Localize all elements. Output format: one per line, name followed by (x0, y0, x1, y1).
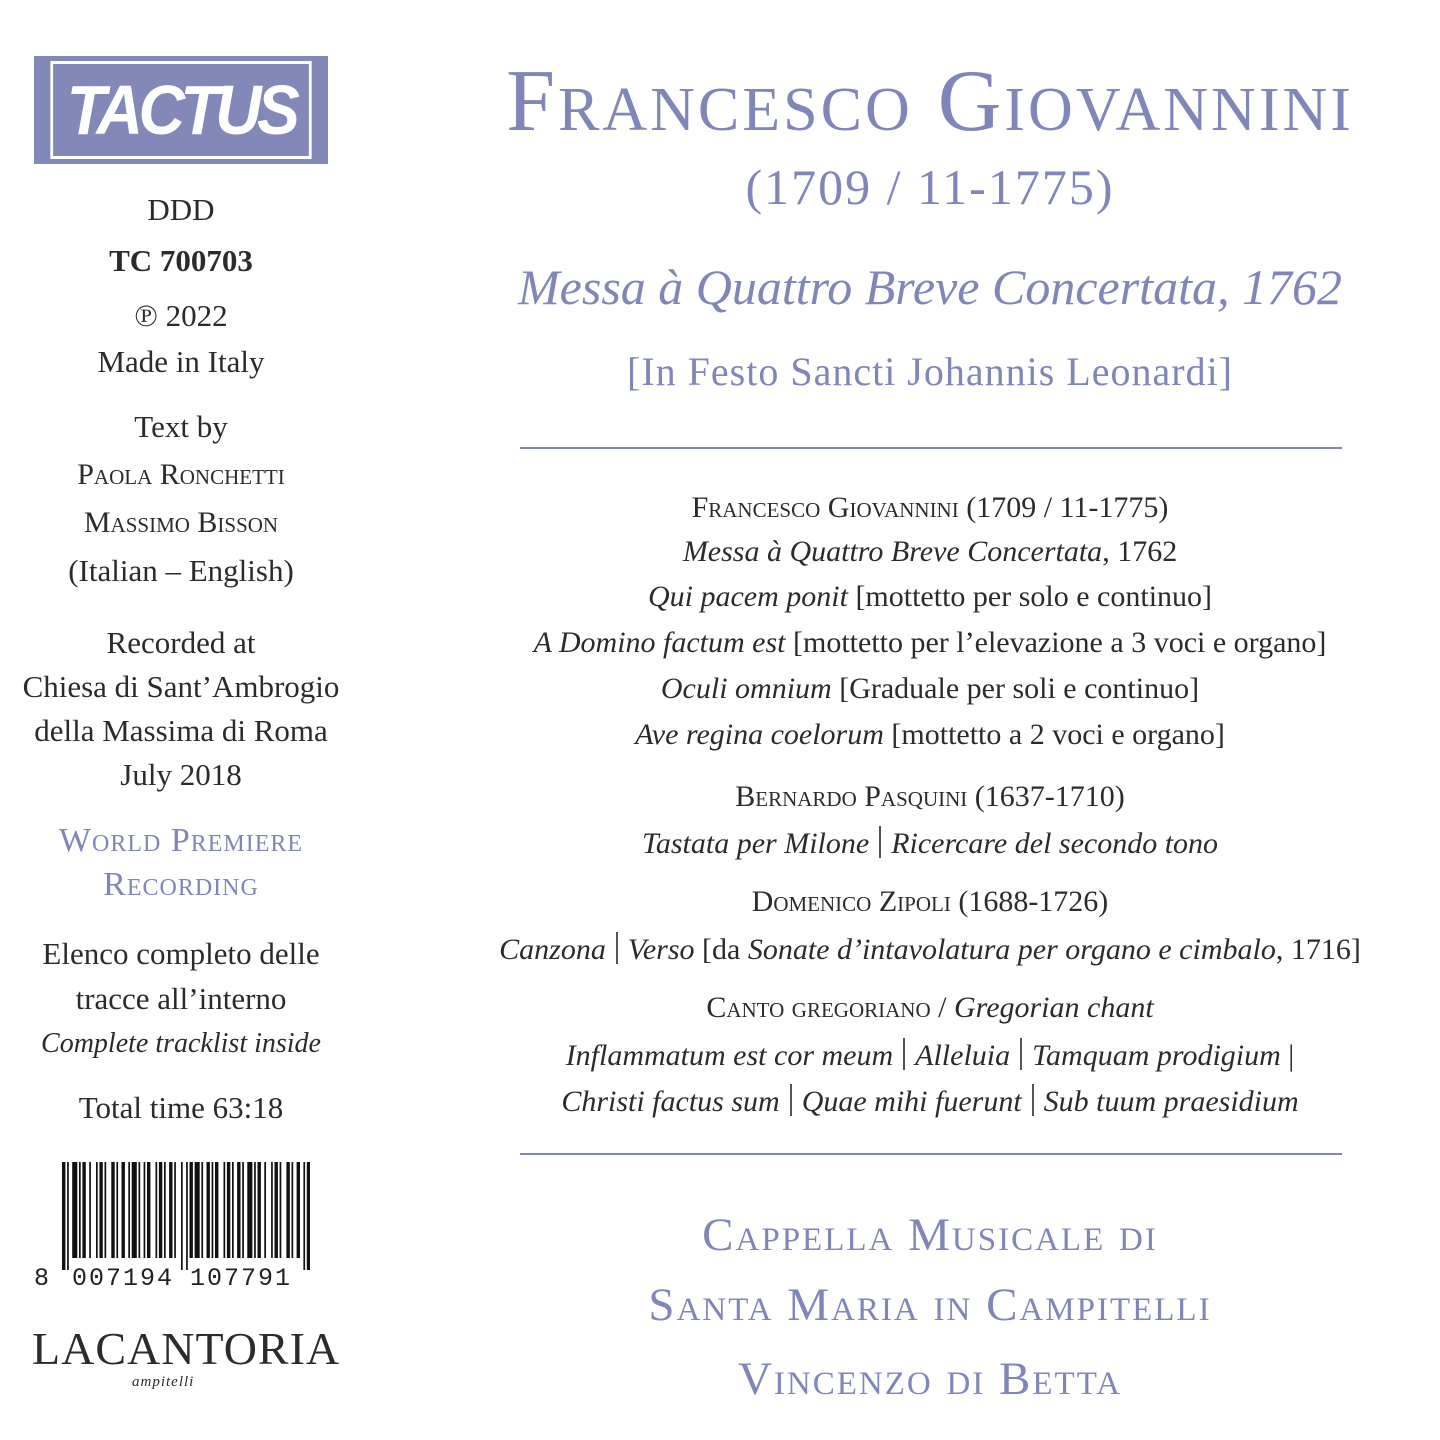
barcode-bar (132, 1162, 137, 1258)
separator (1020, 1038, 1022, 1070)
barcode-bar (280, 1162, 282, 1258)
barcode-bar (181, 1162, 183, 1270)
divider (520, 1153, 1342, 1155)
program-piece (480, 720, 1380, 750)
piece-title: Alleluia (915, 1039, 1011, 1072)
conductor-name: Vincenzo di Betta (737, 1353, 1123, 1405)
barcode-bar (215, 1162, 218, 1258)
barcode-bar (237, 1162, 240, 1258)
program-piece (480, 674, 1380, 704)
tactus-logo-text: TACTUS (50, 61, 311, 159)
barcode-bar (195, 1162, 200, 1258)
piece-description: [mottetto per l’elevazione a 3 voci e organo] (793, 626, 1327, 659)
piece-title: Qui pacem ponit (647, 580, 848, 613)
total-time: Total time 63:18 (78, 1090, 284, 1125)
separator (903, 1038, 905, 1070)
program-work-line (480, 537, 1380, 567)
piece-source-close: , 1716] (1275, 933, 1361, 966)
origin-line: Made in Italy (97, 344, 265, 379)
composer-title: Francesco Giovannini (506, 53, 1354, 150)
tracklist-note: Elenco completo delle (42, 936, 320, 971)
barcode-bar (67, 1162, 69, 1270)
barcode-bar (275, 1162, 278, 1258)
barcode-bar (174, 1162, 176, 1258)
piece-source-open: [da (702, 933, 741, 966)
tracklist-note-en: Complete tracklist inside (41, 1028, 321, 1059)
piece-title: Inflammatum est cor meum (565, 1039, 894, 1072)
author-name: Massimo Bisson (83, 506, 279, 539)
separator (790, 1084, 792, 1116)
piece-title: Christi factus sum (561, 1085, 780, 1118)
premiere-line: Recording (103, 866, 259, 903)
barcode-bar (232, 1162, 234, 1258)
barcode-bar (99, 1162, 102, 1258)
program-work-year: , 1762 (1102, 535, 1178, 568)
barcode-bar (303, 1162, 305, 1270)
barcode-bar (122, 1162, 125, 1258)
recording-date: July 2018 (120, 757, 242, 792)
barcode-bar (169, 1162, 172, 1258)
barcode-digits-right: 107791 (190, 1264, 293, 1293)
barcode-bar (271, 1162, 273, 1258)
right-column (480, 0, 1380, 1440)
program-composer-line (480, 993, 1380, 1023)
barcode-bar (72, 1162, 77, 1258)
barcode-bar (139, 1162, 141, 1258)
barcode-digits-left: 007194 (72, 1264, 175, 1293)
barcode-bar (292, 1162, 294, 1258)
separator (616, 932, 618, 964)
barcode-bar (201, 1162, 203, 1258)
barcode-bar (105, 1162, 107, 1258)
program-piece (480, 1084, 1380, 1117)
piece-title: Canzona (499, 933, 606, 966)
barcode-bar (286, 1162, 289, 1258)
program-composer-years: (1688-1726) (958, 885, 1109, 918)
separator-slash: / (938, 991, 947, 1024)
ensemble-line: Santa Maria in Campitelli (648, 1279, 1212, 1331)
format-label: DDD (147, 192, 215, 227)
barcode-bar (224, 1162, 226, 1258)
venue-line: della Massima di Roma (34, 713, 328, 748)
left-column (0, 0, 362, 1440)
program-composer: Francesco Giovannini (691, 491, 959, 524)
program-piece (480, 582, 1380, 612)
piece-title: Tamquam prodigium (1032, 1039, 1281, 1072)
barcode-bar (190, 1162, 193, 1258)
program-composer-line (480, 887, 1380, 917)
program-piece (480, 932, 1380, 965)
program-composer: Canto gregoriano (706, 991, 931, 1024)
barcode-bar (186, 1162, 188, 1270)
text-by-label: Text by (134, 409, 228, 444)
barcode-bar (116, 1162, 118, 1258)
separator (1032, 1084, 1034, 1116)
program-piece (480, 1038, 1380, 1071)
program-composer-years: (1709 / 11-1775) (966, 491, 1169, 524)
author-name: Paola Ronchetti (77, 458, 285, 491)
barcode-bar (156, 1162, 158, 1258)
barcode-bar (297, 1162, 300, 1258)
separator: | (1288, 1039, 1295, 1072)
program-piece (480, 826, 1380, 859)
barcode-bar (144, 1162, 146, 1258)
piece-description: [mottetto a 2 voci e organo] (891, 718, 1225, 751)
program-composer-line (480, 493, 1380, 523)
piece-title: Tastata per Milone (641, 827, 870, 860)
program-piece (480, 628, 1380, 658)
program-composer-en: Gregorian chant (953, 991, 1154, 1024)
la-cantoria-logo-subtext: ampitelli (132, 1374, 195, 1390)
piece-source-title: Sonate d’intavolatura per organo e cimbalo (747, 933, 1276, 966)
barcode-digit: 8 (34, 1264, 52, 1293)
work-subtitle: [In Festo Sancti Johannis Leonardi] (627, 349, 1233, 394)
divider (520, 447, 1342, 449)
piece-title: Ricercare del secondo tono (891, 827, 1219, 860)
program-composer: Domenico Zipoli (751, 885, 951, 918)
catalog-number: TC 700703 (109, 243, 253, 278)
barcode-bar (258, 1162, 261, 1258)
recorded-label: Recorded at (106, 625, 256, 660)
piece-description: [mottetto per solo e continuo] (855, 580, 1213, 613)
piece-title: Verso (627, 933, 695, 966)
barcode-bar (128, 1162, 130, 1258)
barcode-bar (247, 1162, 252, 1258)
barcode-bar (207, 1162, 210, 1258)
barcode-bar (164, 1162, 166, 1258)
barcode (60, 1162, 310, 1270)
barcode-bar (89, 1162, 91, 1258)
barcode-bar (62, 1162, 65, 1270)
piece-title: A Domino factum est (533, 626, 786, 659)
separator (879, 826, 881, 858)
piece-title: Ave regina coelorum (635, 718, 884, 751)
piece-description: [Graduale per soli e continuo] (839, 672, 1200, 705)
venue-line: Chiesa di Sant’Ambrogio (22, 669, 340, 704)
barcode-bar (159, 1162, 162, 1258)
barcode-bar (82, 1162, 85, 1258)
piece-title: Quae mihi fuerunt (801, 1085, 1022, 1118)
barcode-bar (254, 1162, 256, 1258)
program-work-title: Messa à Quattro Breve Concertata (682, 535, 1103, 568)
barcode-bar (96, 1162, 98, 1258)
ensemble-line: Cappella Musicale di (702, 1209, 1158, 1261)
premiere-line: World Premiere (58, 822, 304, 859)
program-composer: Bernardo Pasquini (735, 780, 968, 813)
barcode-bar (147, 1162, 150, 1258)
piece-title: Sub tuum praesidium (1043, 1085, 1299, 1118)
barcode-bar (242, 1162, 244, 1258)
piece-title: Oculi omnium (660, 672, 832, 705)
work-title: Messa à Quattro Breve Concertata, 1762 (518, 259, 1342, 315)
tactus-logo (34, 56, 328, 164)
barcode-bar (79, 1162, 81, 1258)
barcode-bar (264, 1162, 266, 1258)
program-composer-line (480, 782, 1380, 812)
barcode-bar (227, 1162, 230, 1258)
barcode-bar (111, 1162, 114, 1258)
languages-line: (Italian – English) (68, 553, 294, 588)
tracklist-note: tracce all’interno (75, 981, 287, 1016)
copyright-line: ℗ 2022 (134, 298, 228, 333)
barcode-bar (307, 1162, 310, 1270)
barcode-bar (212, 1162, 214, 1258)
la-cantoria-logo (32, 1318, 342, 1390)
program-composer-years: (1637-1710) (974, 780, 1125, 813)
composer-dates: (1709 / 11-1775) (745, 159, 1115, 215)
la-cantoria-logo-text: LACANTORIA (32, 1323, 341, 1374)
